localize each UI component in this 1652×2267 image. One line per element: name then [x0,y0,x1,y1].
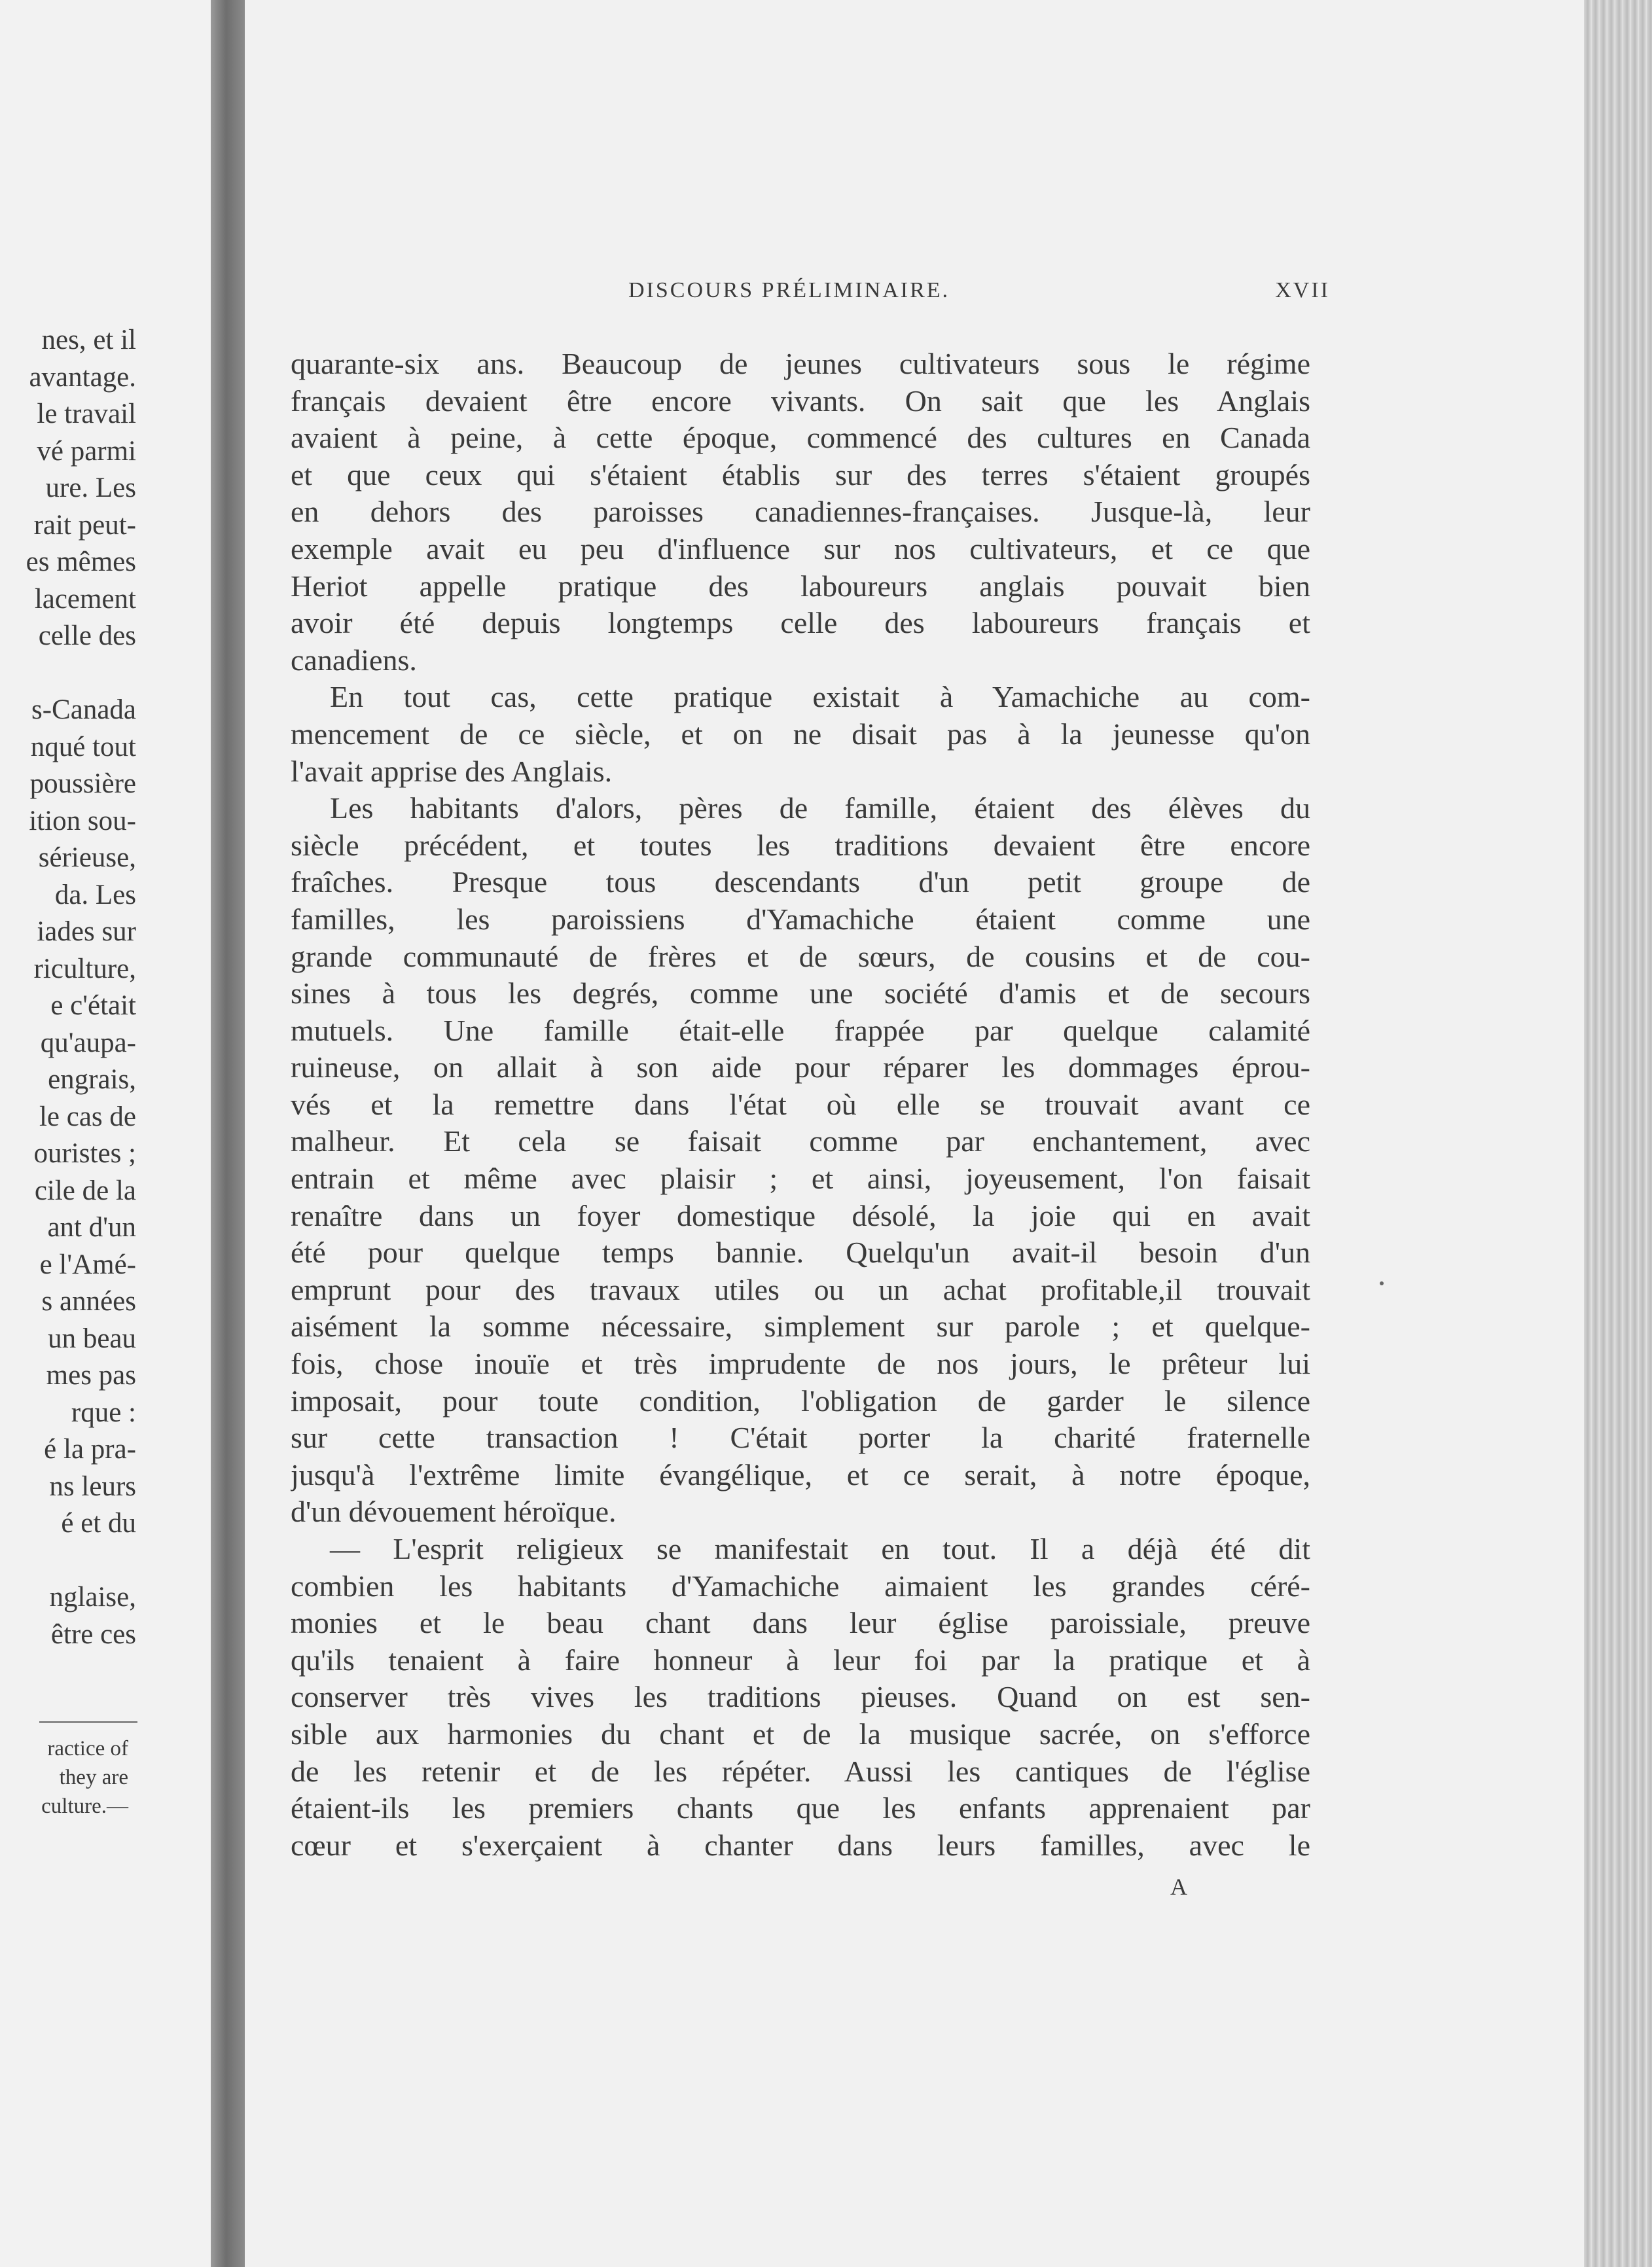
left-page-line: rait peut- [33,509,136,541]
text-line: avoir été depuis longtemps celle des laboureurs français et [291,606,1310,640]
text-line: sur cette transaction ! C'était porter la charité fraternelle [291,1421,1310,1455]
text-line: renaître dans un foyer domestique désolé, la joie qui en avait [291,1198,1310,1232]
footnote-line: they are [59,1766,128,1789]
left-page-line: iades sur [37,916,136,947]
text-line: sines à tous les degrés, comme une société d'amis et de secours [291,976,1310,1010]
left-page-line: nglaise, [49,1582,136,1613]
text-line: emprunt pour des travaux utiles ou un achat profitable,il trouvait [291,1272,1310,1306]
left-page-line: le travail [37,399,136,429]
text-line: aisément la somme nécessaire, simplement sur parole ; et quelque- [291,1310,1310,1344]
left-page-line: rque : [71,1397,136,1428]
left-page-line: nqué tout [30,731,136,762]
text-line: qu'ils tenaient à faire honneur à leur foi par la pratique et à [291,1643,1310,1677]
text-line: en dehors des paroisses canadiennes-françaises. Jusque-là, leur [291,495,1310,529]
left-page-line: ouristes ; [33,1138,136,1169]
left-page-line: celle des [38,620,136,651]
text-line: entrain et même avec plaisir ; et ainsi, joyeusement, l'on faisait [291,1162,1310,1196]
left-page-line: avantage. [29,361,136,393]
text-line: — L'esprit religieux se manifestait en tout. Il a déjà été dit [330,1532,1310,1565]
text-line: été pour quelque temps bannie. Quelqu'un avait-il besoin d'un [291,1236,1310,1270]
left-page-line: s années [41,1286,136,1317]
left-page-line: s-Canada [31,694,136,725]
left-page-line: le cas de [39,1101,136,1132]
text-line: canadiens. [291,643,417,677]
text-line: l'avait apprise des Anglais. [291,754,613,788]
left-page-line: da. Les [54,879,136,910]
footnote-line: ractice of [47,1737,128,1760]
left-page-line: un beau [48,1323,136,1354]
left-page-line: riculture, [33,953,136,984]
text-line: étaient-ils les premiers chants que les enfants apprenaient par [291,1791,1310,1825]
text-line: d'un dévouement héroïque. [291,1495,617,1529]
text-line: vés et la remettre dans l'état où elle se trouvait avant ce [291,1087,1310,1121]
left-page-line [0,1543,136,1580]
left-page-line: ns leurs [49,1471,136,1502]
left-page-footnote [0,1734,128,1821]
left-page-line: e l'Amé- [39,1249,136,1280]
left-page-line: é la pra- [44,1434,136,1465]
footnote-rule [39,1721,137,1723]
text-line: Heriot appelle pratique des laboureurs anglais pouvait bien [291,569,1310,603]
text-line: quarante-six ans. Beaucoup de jeunes cultivateurs sous le régime [291,347,1310,380]
left-page-line: poussière [29,768,136,799]
left-page-line: ant d'un [47,1212,136,1243]
scan-speck [1380,1281,1384,1285]
text-line: mencement de ce siècle, et on ne disait pas à la jeunesse qu'on [291,717,1310,751]
running-title: DISCOURS PRÉLIMINAIRE. [628,278,950,302]
text-line: mutuels. Une famille était-elle frappée par quelque calamité [291,1013,1310,1047]
left-page-line: e c'était [50,990,136,1021]
text-line: français devaient être encore vivants. On sait que les Anglais [291,384,1310,418]
left-page-line: lacement [34,583,136,615]
left-page-line: ure. Les [45,473,136,503]
left-page-fragment [0,0,211,2267]
left-page-line: cile de la [34,1175,136,1206]
text-line: familles, les paroissiens d'Yamachiche étaient comme une [291,902,1310,936]
text-line: de les retenir et de les répéter. Aussi les cantiques de l'église [291,1754,1310,1788]
left-page-line: ition sou- [29,805,136,836]
text-line: conserver très vives les traditions pieuses. Quand on est sen- [291,1680,1310,1714]
running-head [381,278,1330,311]
text-line: fois, chose inouïe et très imprudente de nos jours, le prêteur lui [291,1347,1310,1381]
text-line: combien les habitants d'Yamachiche aimaient les grandes céré- [291,1569,1310,1603]
text-line: fraîches. Presque tous descendants d'un petit groupe de [291,865,1310,899]
left-page-line: es mêmes [26,546,136,577]
text-line: ruineuse, on allait à son aide pour réparer les dommages éprou- [291,1050,1310,1084]
text-line: malheur. Et cela se faisait comme par enchantement, avec [291,1124,1310,1158]
left-page-line: sérieuse, [38,842,136,873]
text-line: En tout cas, cette pratique existait à Yamachiche au com- [330,680,1310,714]
left-page-line: qu'aupa- [40,1027,136,1058]
signature-mark: A [1170,1874,1187,1900]
footnote-line: culture.— [41,1794,128,1818]
left-page-line [0,655,136,692]
text-line: monies et le beau chant dans leur église paroissiale, preuve [291,1606,1310,1640]
text-line: grande communauté de frères et de sœurs, de cousins et de cou- [291,939,1310,973]
page-number: XVII [1275,278,1330,302]
text-line: Les habitants d'alors, pères de famille, étaient des élèves du [330,791,1310,825]
left-page-line: nes, et il [41,325,136,355]
text-line: imposait, pour toute condition, l'obligation de garder le silence [291,1383,1310,1418]
text-line: sible aux harmonies du chant et de la musique sacrée, on s'efforce [291,1717,1310,1751]
left-page-line: é et du [61,1508,136,1539]
text-line: exemple avait eu peu d'influence sur nos cultivateurs, et ce que [291,531,1310,565]
left-page-line: mes pas [46,1360,136,1391]
page-edges [1584,0,1652,2267]
left-page-line: vé parmi [37,435,136,467]
left-page-line: être ces [50,1618,136,1650]
text-line: cœur et s'exerçaient à chanter dans leurs familles, avec le [291,1828,1310,1862]
text-line: et que ceux qui s'étaient établis sur des terres s'étaient groupés [291,457,1310,491]
text-line: avaient à peine, à cette époque, commencé des cultures en Canada [291,421,1310,455]
text-line: jusqu'à l'extrême limite évangélique, et ce serait, à notre époque, [291,1457,1310,1491]
left-page-line: engrais, [48,1064,136,1095]
book-gutter [211,0,245,2267]
body-text [291,346,1310,1864]
left-page-text [0,322,136,1653]
text-line: siècle précédent, et toutes les traditions devaient être encore [291,828,1310,862]
